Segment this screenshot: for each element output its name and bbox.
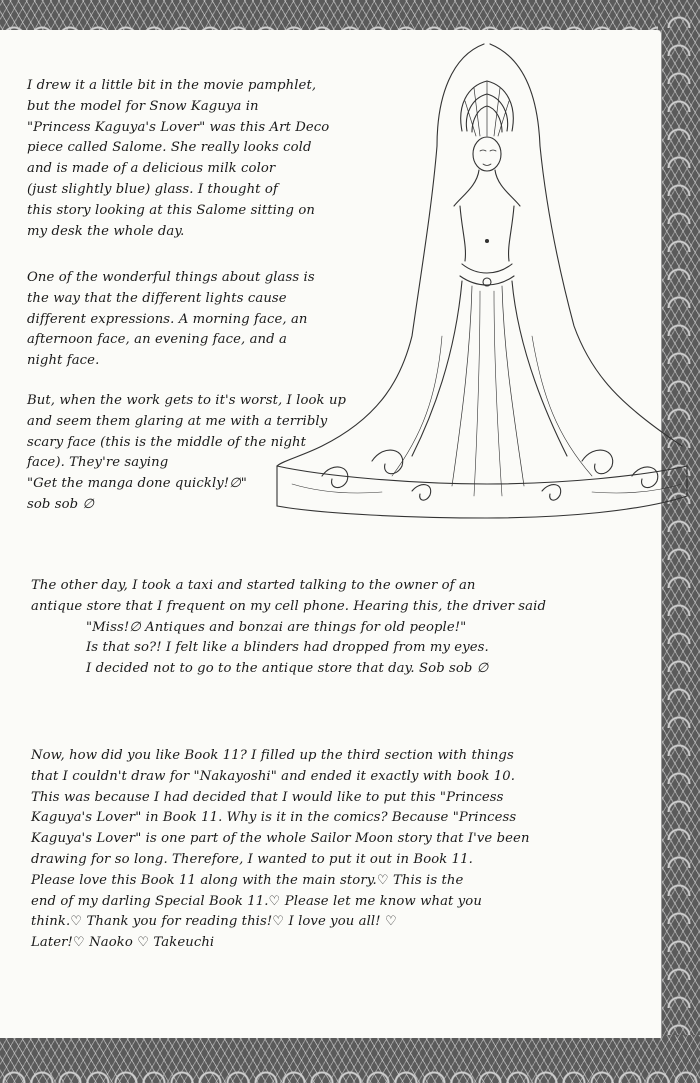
text-line: Now, how did you like Book 11? I filled up the third section with things <box>31 748 514 763</box>
text-line: This was because I had decided that I would like to put this "Princess <box>31 789 504 805</box>
text-line: But, when the work gets to it's worst, I look up <box>27 393 347 408</box>
text-line: and seem them glaring at me with a terribly <box>27 413 328 429</box>
text-line: The other day, I took a taxi and started talking to the owner of an <box>31 578 476 593</box>
text-line: (just slightly blue) glass. I thought of <box>27 181 278 197</box>
paragraph-book-11-afterword <box>31 746 530 954</box>
text-line: "Princess Kaguya's Lover" was this Art Deco <box>27 119 330 135</box>
text-line: "Get the manga done quickly!∅" <box>27 476 247 492</box>
text-line: the way that the different lights cause <box>27 290 287 306</box>
text-line: Please love this Book 11 along with the main story.♡ This is the <box>31 872 464 888</box>
text-line: that I couldn't draw for "Nakayoshi" and ended it exactly with book 10. <box>31 768 516 784</box>
text-line: but the model for Snow Kaguya in <box>27 98 259 114</box>
paragraph-taxi-story <box>31 576 546 680</box>
text-line: Kaguya's Lover" in Book 11. Why is it in the comics? Because "Princess <box>31 810 517 826</box>
text-line: different expressions. A morning face, an <box>27 311 308 327</box>
text-line: drawing for so long. Therefore, I wanted to put it out in Book 11. <box>31 851 473 867</box>
paragraph-glass-expressions <box>27 268 315 372</box>
paragraph-scary-face <box>27 391 346 516</box>
text-line: Kaguya's Lover" is one part of the whole Sailor Moon story that I've been <box>31 831 530 847</box>
text-line: "Miss!∅ Antiques and bonzai are things for old people!" <box>86 619 467 635</box>
signature-line: Later!♡ Naoko ♡ Takeuchi <box>31 935 215 951</box>
text-line: scary face (this is the middle of the night <box>27 434 307 450</box>
text-line: afternoon face, an evening face, and a <box>27 332 287 348</box>
text-line: end of my darling Special Book 11.♡ Please let me know what you <box>31 893 482 909</box>
paragraph-salome-intro <box>27 76 329 242</box>
text-line: night face. <box>27 353 100 369</box>
text-line: and is made of a delicious milk color <box>27 161 276 177</box>
decorative-border-bottom <box>0 1035 700 1083</box>
text-line: One of the wonderful things about glass is <box>27 270 315 285</box>
text-line: piece called Salome. She really looks cold <box>27 140 312 156</box>
text-line: antique store that I frequent on my cell phone. Hearing this, the driver said <box>31 598 546 614</box>
text-line: face). They're saying <box>27 455 169 471</box>
text-line: think.♡ Thank you for reading this!♡ I love you all! ♡ <box>31 914 397 930</box>
text-line: my desk the whole day. <box>27 223 185 239</box>
text-line: I decided not to go to the antique store that day. Sob sob ∅ <box>86 661 489 677</box>
text-line: this story looking at this Salome sitting on <box>27 202 315 218</box>
text-line: Is that so?! I felt like a blinders had dropped from my eyes. <box>86 640 489 656</box>
text-line: sob sob ∅ <box>27 496 95 512</box>
text-line: I drew it a little bit in the movie pamphlet, <box>27 78 317 93</box>
